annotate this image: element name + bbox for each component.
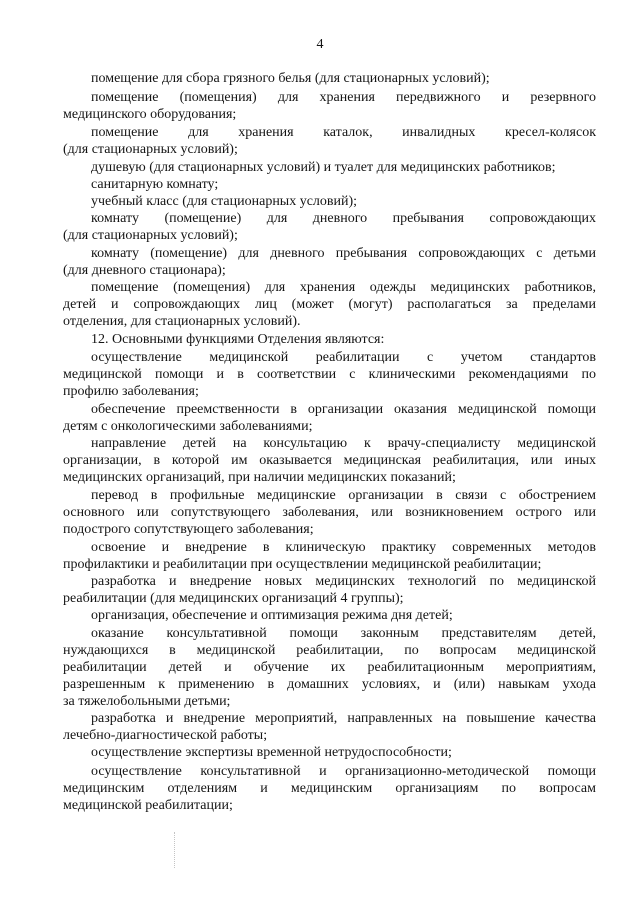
text-line: организация, обеспечение и оптимизация режима дня детей; xyxy=(91,608,453,623)
text-line: освоение и внедрение в клиническую практику современных методов xyxy=(91,540,596,555)
text-line: разработка и внедрение новых медицинских технологий по медицинской xyxy=(91,574,596,589)
text-line: реабилитации детей и обучение их реабилитационным мероприятиям, xyxy=(63,660,596,675)
text-line: помещение для хранения каталок, инвалидных кресел-колясок xyxy=(91,125,596,140)
text-line: подострого сопутствующего заболевания; xyxy=(63,522,314,537)
text-line: комнату (помещение) для дневного пребывания сопровождающих с детьми xyxy=(91,246,596,261)
text-line: помещение (помещения) для хранения передвижного и резервного xyxy=(91,90,596,105)
text-line: медицинского оборудования; xyxy=(63,107,237,122)
text-line: основного или сопутствующего заболевания, или возникновением острого или xyxy=(63,505,596,520)
text-line: оказание консультативной помощи законным представителям детей, xyxy=(91,626,596,641)
text-line: медицинских организаций, при наличии медицинских показаний; xyxy=(63,470,456,485)
text-line: 12. Основными функциями Отделения являются: xyxy=(91,332,385,347)
text-line: отделения, для стационарных условий). xyxy=(63,314,301,329)
text-line: (для стационарных условий); xyxy=(63,142,238,157)
text-line: профилактики и реабилитации при осуществлении медицинской реабилитации; xyxy=(63,557,542,572)
scan-artifact-mark xyxy=(174,832,176,868)
text-line: душевую (для стационарных условий) и туалет для медицинских работников; xyxy=(91,160,556,175)
text-line: медицинской помощи и в соответствии с клиническими рекомендациями по xyxy=(63,367,596,382)
text-line: медицинской реабилитации; xyxy=(63,798,233,813)
text-line: лечебно-диагностической работы; xyxy=(63,728,268,743)
text-line: направление детей на консультацию к врачу-специалисту медицинской xyxy=(91,436,596,451)
text-line: медицинским отделениям и медицинским организациям по вопросам xyxy=(63,781,596,796)
text-line: (для стационарных условий); xyxy=(63,228,238,243)
text-line: разработка и внедрение мероприятий, направленных на повышение качества xyxy=(91,711,596,726)
text-line: (для дневного стационара); xyxy=(63,263,226,278)
text-line: осуществление медицинской реабилитации с учетом стандартов xyxy=(91,350,596,365)
text-line: осуществление экспертизы временной нетрудоспособности; xyxy=(91,745,452,760)
text-line: учебный класс (для стационарных условий); xyxy=(91,194,358,209)
text-line: осуществление консультативной и организационно-методической помощи xyxy=(91,764,596,779)
text-line: перевод в профильные медицинские организации в связи с обострением xyxy=(91,488,596,503)
text-line: нуждающихся в медицинской реабилитации, по вопросам медицинской xyxy=(63,643,596,658)
text-line: разрешенным к применению в домашних условиях, и (или) навыкам ухода xyxy=(63,677,596,692)
text-line: за тяжелобольными детьми; xyxy=(63,694,231,709)
text-line: помещение для сбора грязного белья (для стационарных условий); xyxy=(91,71,490,86)
text-line: организации, в которой им оказывается медицинская реабилитация, или иных xyxy=(63,453,596,468)
page-number: 4 xyxy=(316,37,324,52)
text-line: обеспечение преемственности в организации оказания медицинской помощи xyxy=(91,402,596,417)
text-line: детям с онкологическими заболеваниями; xyxy=(63,419,313,434)
text-line: санитарную комнату; xyxy=(91,177,219,192)
text-line: реабилитации (для медицинских организаций 4 группы); xyxy=(63,591,404,606)
text-line: профилю заболевания; xyxy=(63,384,199,399)
text-line: помещение (помещения) для хранения одежды медицинских работников, xyxy=(91,280,596,295)
text-line: комнату (помещение) для дневного пребывания сопровождающих xyxy=(91,211,596,226)
text-line: детей и сопровождающих лиц (может (могут) располагаться за пределами xyxy=(63,297,596,312)
